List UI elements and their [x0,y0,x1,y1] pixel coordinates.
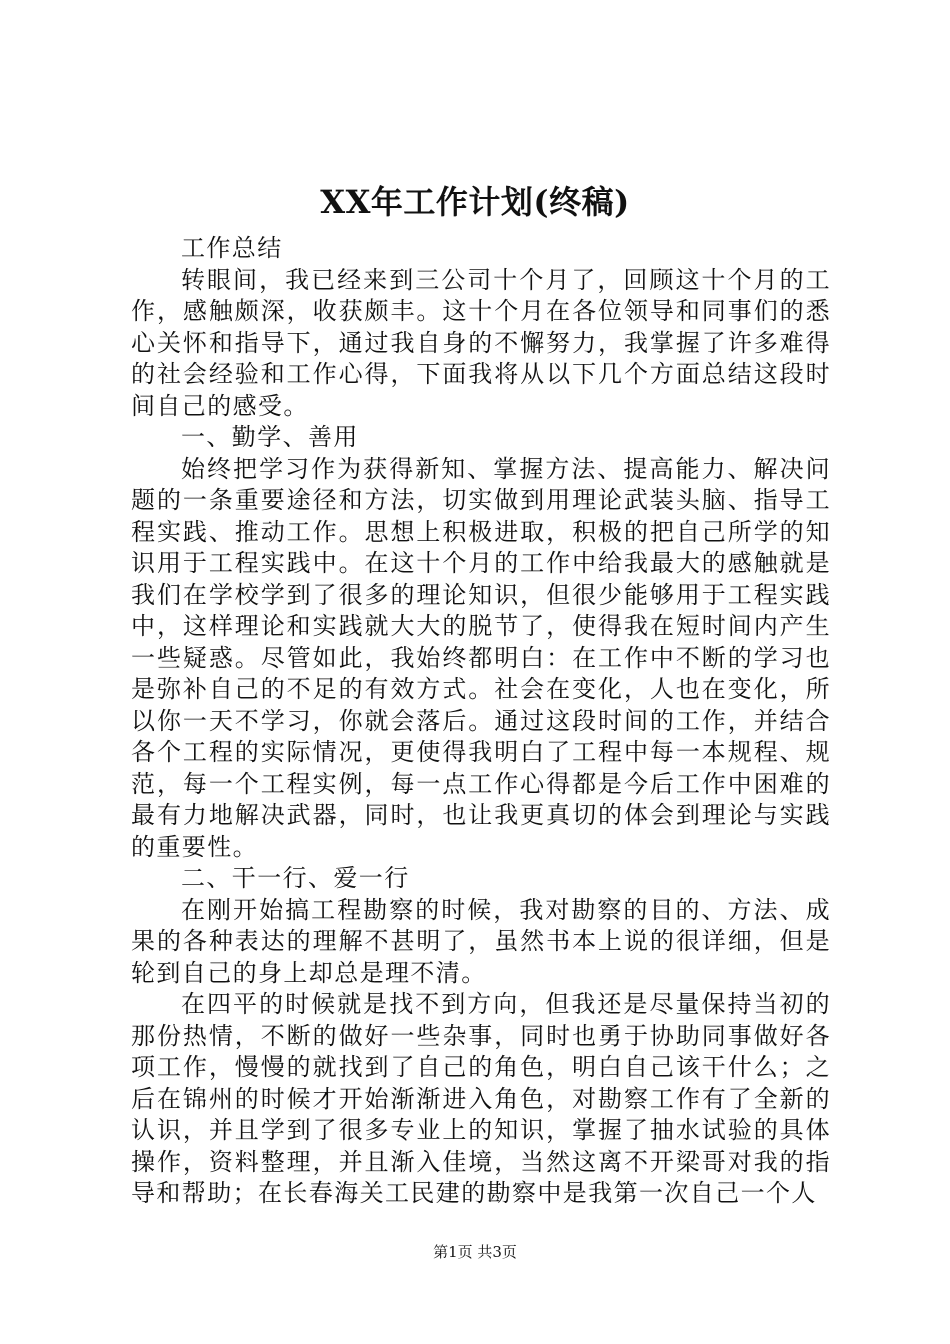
section-label-summary: 工作总结 [181,234,283,262]
document-body [131,233,831,1210]
page-footer: 第1页 共3页 [433,1243,517,1261]
document-title: XX年工作计划(终稿) [320,183,630,221]
paragraph-survey-experience: 在四平的时候就是找不到方向，但我还是尽量保持当初的那份热情，不断的做好一些杂事，同时也勇于协助同事做好各项工作，慢慢的就找到了自己的角色，明白自己该干什么；之后在锦州的时候才开始渐渐进入角色，对勘察工作有了全新的认识，并且学到了很多专业上的知识，掌握了抽水试验的具体操作，资料整理，并且渐入佳境，当然这离不开梁哥对我的指导和帮助；在长春海关工民建的勘察中是我第一次自己一个人 [131,990,831,1207]
paragraph-intro: 转眼间，我已经来到三公司十个月了，回顾这十个月的工作，感触颇深，收获颇丰。这十个月在各位领导和同事们的悉心关怀和指导下，通过我自身的不懈努力，我掌握了许多难得的社会经验和工作心得，下面我将从以下几个方面总结这段时间自己的感受。 [131,265,831,420]
paragraph-survey-start: 在刚开始搞工程勘察的时候，我对勘察的目的、方法、成果的各种表达的理解不甚明了，虽然书本上说的很详细，但是轮到自己的身上却总是理不清。 [131,895,831,987]
section-heading-1: 一、勤学、善用 [181,423,359,451]
paragraph-study: 始终把学习作为获得新知、掌握方法、提高能力、解决问题的一条重要途径和方法，切实做到用理论武装头脑、指导工程实践、推动工作。思想上积极进取，积极的把自己所学的知识用于工程实践中。在这十个月的工作中给我最大的感触就是我们在学校学到了很多的理论知识，但很少能够用于工程实践中，这样理论和实践就大大的脱节了，使得我在短时间内产生一些疑惑。尽管如此，我始终都明白：在工作中不断的学习也是弥补自己的不足的有效方式。社会在变化，人也在变化，所以你一天不学习，你就会落后。通过这段时间的工作，并结合各个工程的实际情况，更使得我明白了工程中每一本规程、规范，每一个工程实例，每一点工作心得都是今后工作中困难的最有力地解决武器，同时，也让我更真切的体会到理论与实践的重要性。 [131,454,831,861]
section-heading-2: 二、干一行、爱一行 [181,864,410,892]
